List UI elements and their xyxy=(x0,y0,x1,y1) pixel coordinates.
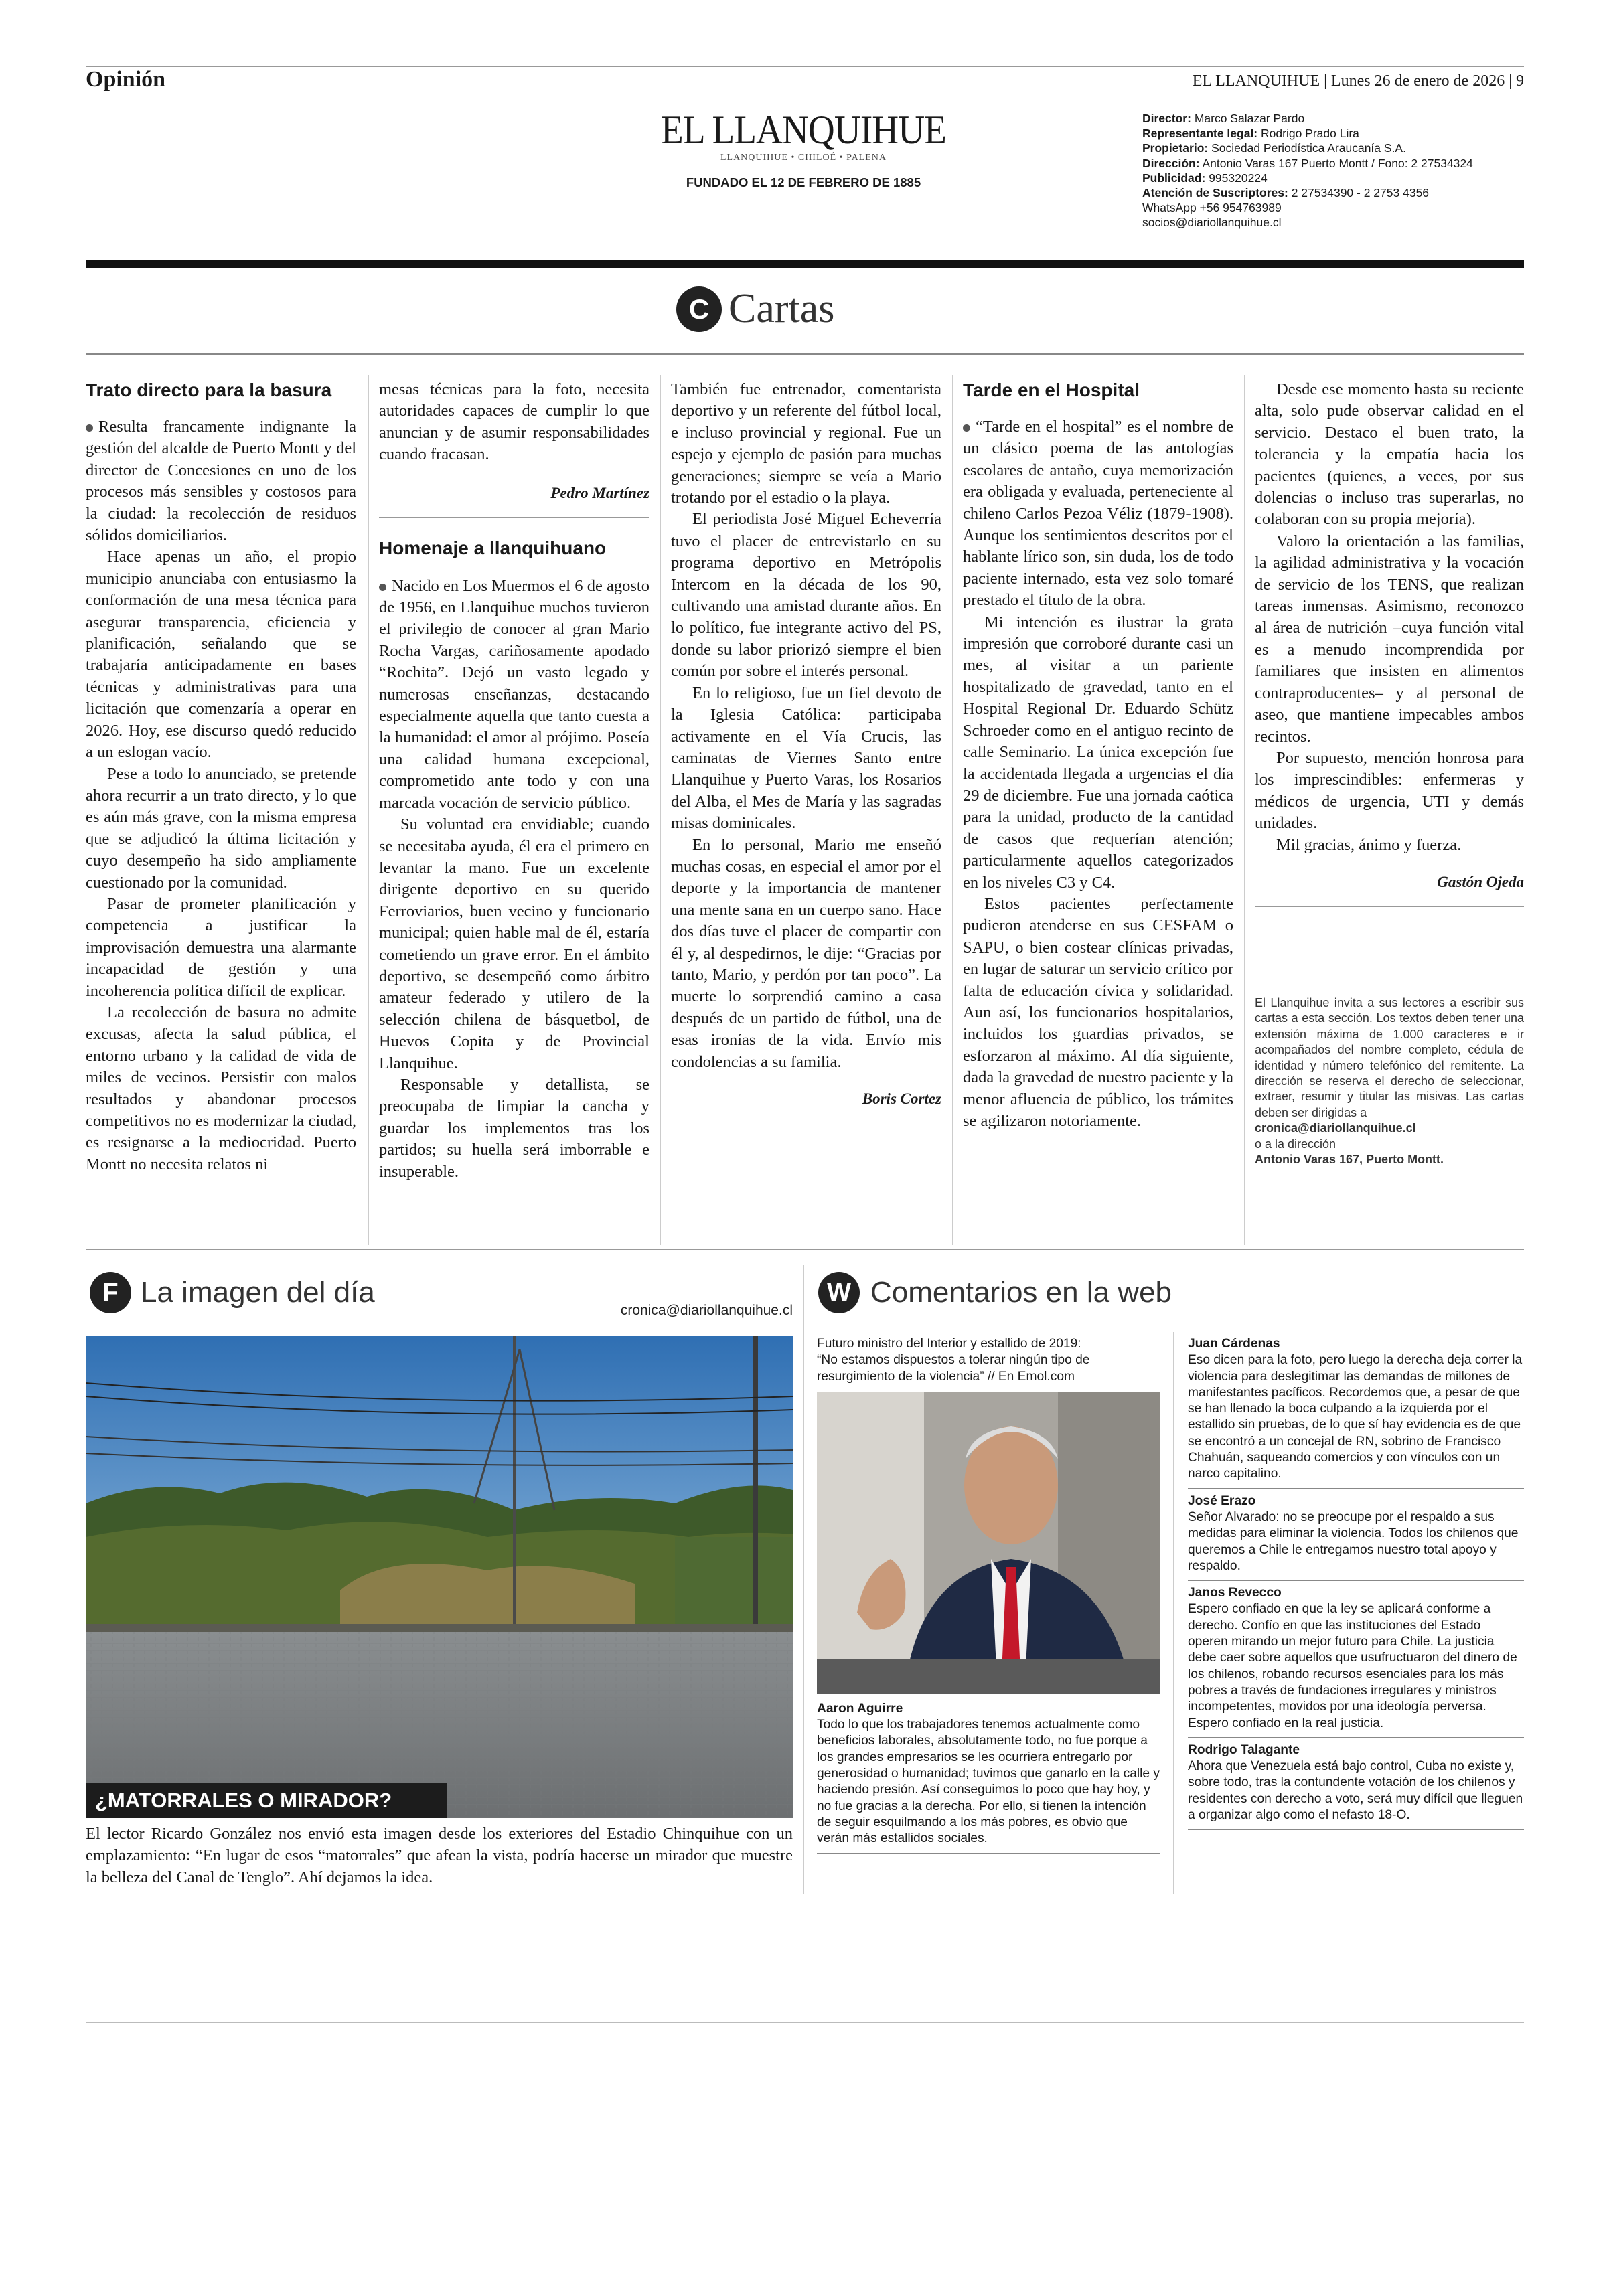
paragraph: La recolección de basura no admite excusas, afecta la salud pública, el entorno urbano y la calidad de vida de miles de vecinos. Persistir con malos resultados y abandonar procesos competitivos no es modernizar la ciudad, es resignarse a la mediocridad. Puerto Montt no necesita relatos ni xyxy=(86,1003,356,1173)
letter2-headline: Homenaje a llanquihuano xyxy=(379,537,607,558)
header-thick-rule xyxy=(86,260,1524,268)
cartas-rule xyxy=(86,353,1524,355)
letter3-headline: Tarde en el Hospital xyxy=(963,380,1140,400)
column-divider xyxy=(1244,375,1245,1245)
paragraph: El periodista José Miguel Echeverría tuvo el placer de entrevistarlo en su programa deportivo en Metrópolis Intercom en la década de los 90, cultivando una amistad durante años. En lo político, fue integrante activo del PS, donde su labor priorizó siempre el bien común por sobre el interés personal. xyxy=(671,510,941,681)
column-4 xyxy=(963,379,1233,1132)
web-right-column xyxy=(1188,1336,1524,1834)
column-divider xyxy=(660,375,661,1245)
notice-divider xyxy=(1255,906,1524,907)
column-divider xyxy=(368,375,369,1245)
paragraph: Desde ese momento hasta su reciente alta, solo pude observar calidad en el servicio. Destaco el buen trato, la tolerancia y la empatía hacia los pacientes (quienes, a veces, por sus dolencias o incluso tras superarlas, no colaboran con su propia mejoría). xyxy=(1255,380,1524,529)
comment-author: Aaron Aguirre xyxy=(817,1701,903,1716)
comment-author: Rodrigo Talagante xyxy=(1188,1742,1300,1757)
column-divider xyxy=(952,375,953,1245)
web-comment xyxy=(817,1701,1160,1848)
paragraph: Nacido en Los Muermos el 6 de agosto de 1956, en Llanquihue muchos tuvieron el privilegio de conocer al gran Mario Rocha Vargas, cariñosamente apodado “Rochita”. Dejó un vasto legado y numerosas enseñanzas, destacando especialmente aquella que tanto cuesta a la humanidad: el amor al prójimo. Poseía una calidad humana excepcional, comprometido ante todo y con una marcada vocación de servicio público. xyxy=(379,576,649,812)
field-photo xyxy=(86,1336,793,1818)
staff-line: WhatsApp +56 954763989 xyxy=(1142,201,1282,215)
comment-text: Señor Alvarado: no se preocupe por el respaldo a sus medidas para eliminar la violencia. Todos los chilenos que queremos a Chile le entregamos nuestro total apoyo y respaldo. xyxy=(1188,1509,1519,1573)
cartas-title xyxy=(676,285,834,333)
column-divider xyxy=(1173,1332,1174,1894)
web-title xyxy=(818,1272,1172,1313)
masthead: EL LLANQUIHUE xyxy=(661,108,946,152)
comment-author: José Erazo xyxy=(1188,1493,1256,1508)
cartas-section-icon: C xyxy=(676,286,722,332)
imagen-email[interactable]: cronica@diariollanquihue.cl xyxy=(620,1303,793,1318)
cartas-title-text: Cartas xyxy=(729,286,835,331)
comment-author: Juan Cárdenas xyxy=(1188,1337,1280,1351)
paragraph: mesas técnicas para la foto, necesita autoridades capaces de cumplir lo que anuncian y de asumir responsabilidades cuando fracasan. xyxy=(379,380,649,464)
staff-line: Atención de Suscriptores: 2 27534390 - 2 2753 4356 xyxy=(1142,186,1430,200)
bullet-icon xyxy=(86,424,93,432)
column-3 xyxy=(671,379,941,1108)
paragraph: Su voluntad era envidiable; cuando se necesitaba ayuda, él era el primero en levantar la mano. Fue un excelente dirigente deportivo en su querido Ferroviarios, buen vecino y funcionario municipal; quien hable mal de él, estaría cometiendo un grave error. En el ámbito deportivo, se desempeñó como árbitro amateur federado y utilero de la selección chilena de básquetbol, de Huevos Copita y de Provincial Llanquihue. xyxy=(379,815,649,1072)
web-title-text: Comentarios en la web xyxy=(870,1276,1172,1309)
comment-divider xyxy=(817,1853,1160,1854)
web-comment xyxy=(1188,1336,1524,1489)
column-2 xyxy=(379,379,649,1183)
paragraph: Hace apenas un año, el propio municipio anunciaba con entusiasmo la conformación de una mesa técnica para asegurar transparencia, eficiencia y planificación, señalando que se trabajaría anticipadamente en bases técnicas y administrativas para una licitación que comenzaría a operar en 2026. Hoy, ese discurso quedó reducido a un eslogan vacío. xyxy=(86,548,356,762)
staff-line: Dirección: Antonio Varas 167 Puerto Montt / Fono: 2 27534324 xyxy=(1142,156,1473,170)
comment-text: Espero confiado en que la ley se aplicará conforme a derecho. Confío en que las instituciones del Estado operen mirando un mejor futuro para Chile. La justicia debe caer sobre aquellos que usufructuaron del dinero de los chilenos, robando recursos esenciales para los más pobres a través de fundaciones irregulares y ministros incompetentes, movidos por una ideología perversa. Espero confiado en la real justicia. xyxy=(1188,1602,1517,1730)
staff-box xyxy=(1142,111,1531,230)
staff-line: Director: Marco Salazar Pardo xyxy=(1142,112,1305,125)
founded-line: FUNDADO EL 12 DE FEBRERO DE 1885 xyxy=(686,175,921,189)
paragraph: Pese a todo lo anunciado, se pretende ahora recurrir a un trato directo, y lo que es aún más grave, con la misma empresa que se adjudicó la última licitación y cuyo desempeño ha sido ampliamente cuestionado por la comunidad. xyxy=(86,764,356,892)
staff-line: Propietario: Sociedad Periodística Araucanía S.A. xyxy=(1142,141,1406,155)
bullet-icon xyxy=(963,424,970,432)
letter1-signature: Pedro Martínez xyxy=(550,484,649,501)
notice-address: Antonio Varas 167, Puerto Montt. xyxy=(1255,1153,1444,1166)
column-5 xyxy=(1255,379,1524,1167)
bullet-icon xyxy=(379,584,386,591)
section-label: Opinión xyxy=(86,67,166,92)
letter3-signature: Gastón Ojeda xyxy=(1437,873,1524,890)
paragraph: En lo religioso, fue un fiel devoto de la Iglesia Católica: participaba activamente en el Vía Crucis, las caminatas de Viernes Santo entre Llanquihue y Puerto Varas, los Rosarios del Alba, el Mes de María y las sagradas misas dominicales. xyxy=(671,683,941,833)
web-quote: “No estamos dispuestos a tolerar ningún tipo de resurgimiento de la violencia” // En Emol.com xyxy=(817,1353,1090,1384)
paragraph: Responsable y detallista, se preocupaba de limpiar la cancha y guardar los implementos tras los partidos; su huella será imborrable e insuperable. xyxy=(379,1075,649,1181)
paragraph: Valoro la orientación a las familias, la agilidad administrativa y la vocación de servicio de los TENS, que realizan tareas inmensas. Asimismo, reconozco al área de nutrición –cuya función vital es a menudo incomprendida por familiares que insisten en alimentos contraproducentes– y al personal de aseo, que mantiene impecables ambos recintos. xyxy=(1255,531,1524,746)
bottom-rule xyxy=(86,2022,1524,2023)
web-comment xyxy=(1188,1742,1524,1830)
imagen-section-icon: F xyxy=(90,1272,131,1313)
paragraph: Pasar de prometer planificación y competencia a justificar la improvisación demuestra una alarmante incapacidad de gestión y una incoherencia política difícil de explicar. xyxy=(86,894,356,1000)
web-section-icon: W xyxy=(818,1272,860,1313)
minister-photo xyxy=(817,1392,1160,1694)
masthead-subtitle: LLANQUIHUE • CHILOÉ • PALENA xyxy=(720,153,887,163)
top-rule xyxy=(86,66,1524,67)
web-lead: Futuro ministro del Interior y estallido de 2019: xyxy=(817,1337,1081,1351)
letter2-signature: Boris Cortez xyxy=(862,1090,941,1107)
paragraph: Mi intención es ilustrar la grata impresión que corroboré durante casi un mes, al visitar a un pariente hospitalizado de gravedad, tanto en el Hospital Regional Dr. Eduardo Schütz Schroeder como en el antiguo recinto de calle Seminario. La única excepción fue la accidentada llegada a urgencias el día 29 de diciembre. Fue una jornada caótica para la unidad, producto de la cantidad de casos que requerían atención; particularmente aquellos categorizados en los niveles C3 y C4. xyxy=(963,612,1233,892)
letter-divider xyxy=(379,517,649,518)
staff-line: Representante legal: Rodrigo Prado Lira xyxy=(1142,127,1359,141)
web-comment xyxy=(1188,1585,1524,1738)
paragraph: En lo personal, Mario me enseñó muchas cosas, en especial el amor por el deporte y la importancia de mantener una mente sana en un cuerpo sano. Hace dos días tuve el placer de compartir con él y, al despedirnos, le dije: “Gracias por tanto, Mario, y perdón por tan poco”. La muerte lo sorprendió camino a casa después de un partido de fútbol, una de esas ironías de la vida. Envío mis condolencias a su familia. xyxy=(671,835,941,1071)
staff-line: socios@diariollanquihue.cl xyxy=(1142,216,1282,230)
photo-field xyxy=(86,1336,793,1818)
comment-author: Janos Revecco xyxy=(1188,1586,1282,1601)
paragraph: También fue entrenador, comentarista deportivo y un referente del fútbol local, e incluso provincial y regional. Fue un espejo y ejemplo de pasión para muchas generaciones; siempre se veía a Mario trotando por el estadio o la playa. xyxy=(671,380,941,507)
column-1 xyxy=(86,379,356,1175)
comment-text: Todo lo que los trabajadores tenemos actualmente como beneficios laborales, absolutamente todo, no fue porque a los grandes empresarios se les ocurriera entregarlo por generosidad o humanidad; tuvimos que ganarlo en la calle y haciendo presión. Así conseguimos lo poco que hay hoy, y no fue gracias a la derecha. Por ello, si tienen la intención de seguir esquilmando a los más pobres, es obvio que verán más estallidos sociales. xyxy=(817,1718,1160,1846)
staff-line: Publicidad: 995320224 xyxy=(1142,171,1268,185)
comment-text: Eso dicen para la foto, pero luego la derecha deja correr la violencia para deslegitimar las demandas de millones de manifestantes pacíficos. Recordemos que, a pesar de que se han llenado la boca culpando a la izquierda por el estallido sin pruebas, de lo que sí hay evidencia es de que se encontró a un concejal de RN, sobrino de Francisco Chahuán, saqueando comercios y con vínculos con un narco capitalino. xyxy=(1188,1353,1523,1481)
paragraph: Por supuesto, mención honrosa para los imprescindibles: enfermeras y médicos de urgencia, UTI y demás unidades. xyxy=(1255,748,1524,833)
letters-notice: El Llanquihue invita a sus lectores a escribir sus cartas a esta sección. Los textos deben tener una extensión máxima de 1.000 caracteres e ir acompañados del nombre completo, cédula de identidad y número telefónico del remitente. La dirección se reserva el derecho de seleccionar, extraer, resumir y titular las misivas. Las cartas deben ser dirigidas a cronica@diariollanquihue.cl o a la dirección Antonio Varas 167, Puerto Montt. xyxy=(1255,995,1524,1167)
paragraph: “Tarde en el hospital” es el nombre de un clásico poema de las antologías escolares de antaño, cuya memorización era obligada y evaluada, perteneciente al chileno Carlos Pezoa Véliz (1879-1908). Aunque los sentimientos descritos por el hablante lírico son, sin duda, los de todo paciente internado, esta vez solo tomaré prestado el título de la obra. xyxy=(963,418,1233,610)
paragraph: Resulta francamente indignante la gestión del alcalde de Puerto Montt y del director de Concesiones en uno de los procesos más sensibles y costosos para la ciudad: la recolección de residuos sólidos domiciliarios. xyxy=(86,418,356,545)
paragraph: Estos pacientes perfectamente pudieron atenderse en sus CESFAM o SAPU, o bien costear clínicas privadas, en lugar de saturar un servicio crítico por falta de educación cívica y solidaridad. Aun así, los funcionarios hospitalarios, incluidos los guardias privados, se esforzaron al máximo. Al día siguiente, dada la gravedad de nuestro paciente y la menor afluencia de público, los trámites se agilizaron notoriamente. xyxy=(963,894,1233,1130)
letter1-headline: Trato directo para la basura xyxy=(86,380,332,400)
web-comment xyxy=(1188,1493,1524,1581)
section-rule xyxy=(86,1249,1524,1250)
imagen-caption: El lector Ricardo González nos envió esta imagen desde los exteriores del Estadio Chinquihue con un emplazamiento: “En lugar de esos “matorrales” que afean la vista, podría hacerse un mirador que muestre la belleza del Canal de Tenglo”. Ahí dejamos la idea. xyxy=(86,1825,793,1886)
photo-title: ¿MATORRALES O MIRADOR? xyxy=(86,1783,447,1818)
imagen-title-text: La imagen del día xyxy=(141,1276,375,1309)
web-left-column xyxy=(817,1336,1160,1854)
notice-email[interactable]: cronica@diariollanquihue.cl xyxy=(1255,1121,1416,1135)
comment-text: Ahora que Venezuela está bajo control, Cuba no existe y, sobre todo, tras la contundente votación de los chilenos y residentes con derecho a voto, será muy difícil que lleguen a organizar algo como el nefasto 18-O. xyxy=(1188,1759,1523,1823)
imagen-title xyxy=(90,1272,375,1313)
folio: EL LLANQUIHUE | Lunes 26 de enero de 2026 | 9 xyxy=(1192,72,1524,90)
paragraph: Mil gracias, ánimo y fuerza. xyxy=(1276,835,1462,854)
